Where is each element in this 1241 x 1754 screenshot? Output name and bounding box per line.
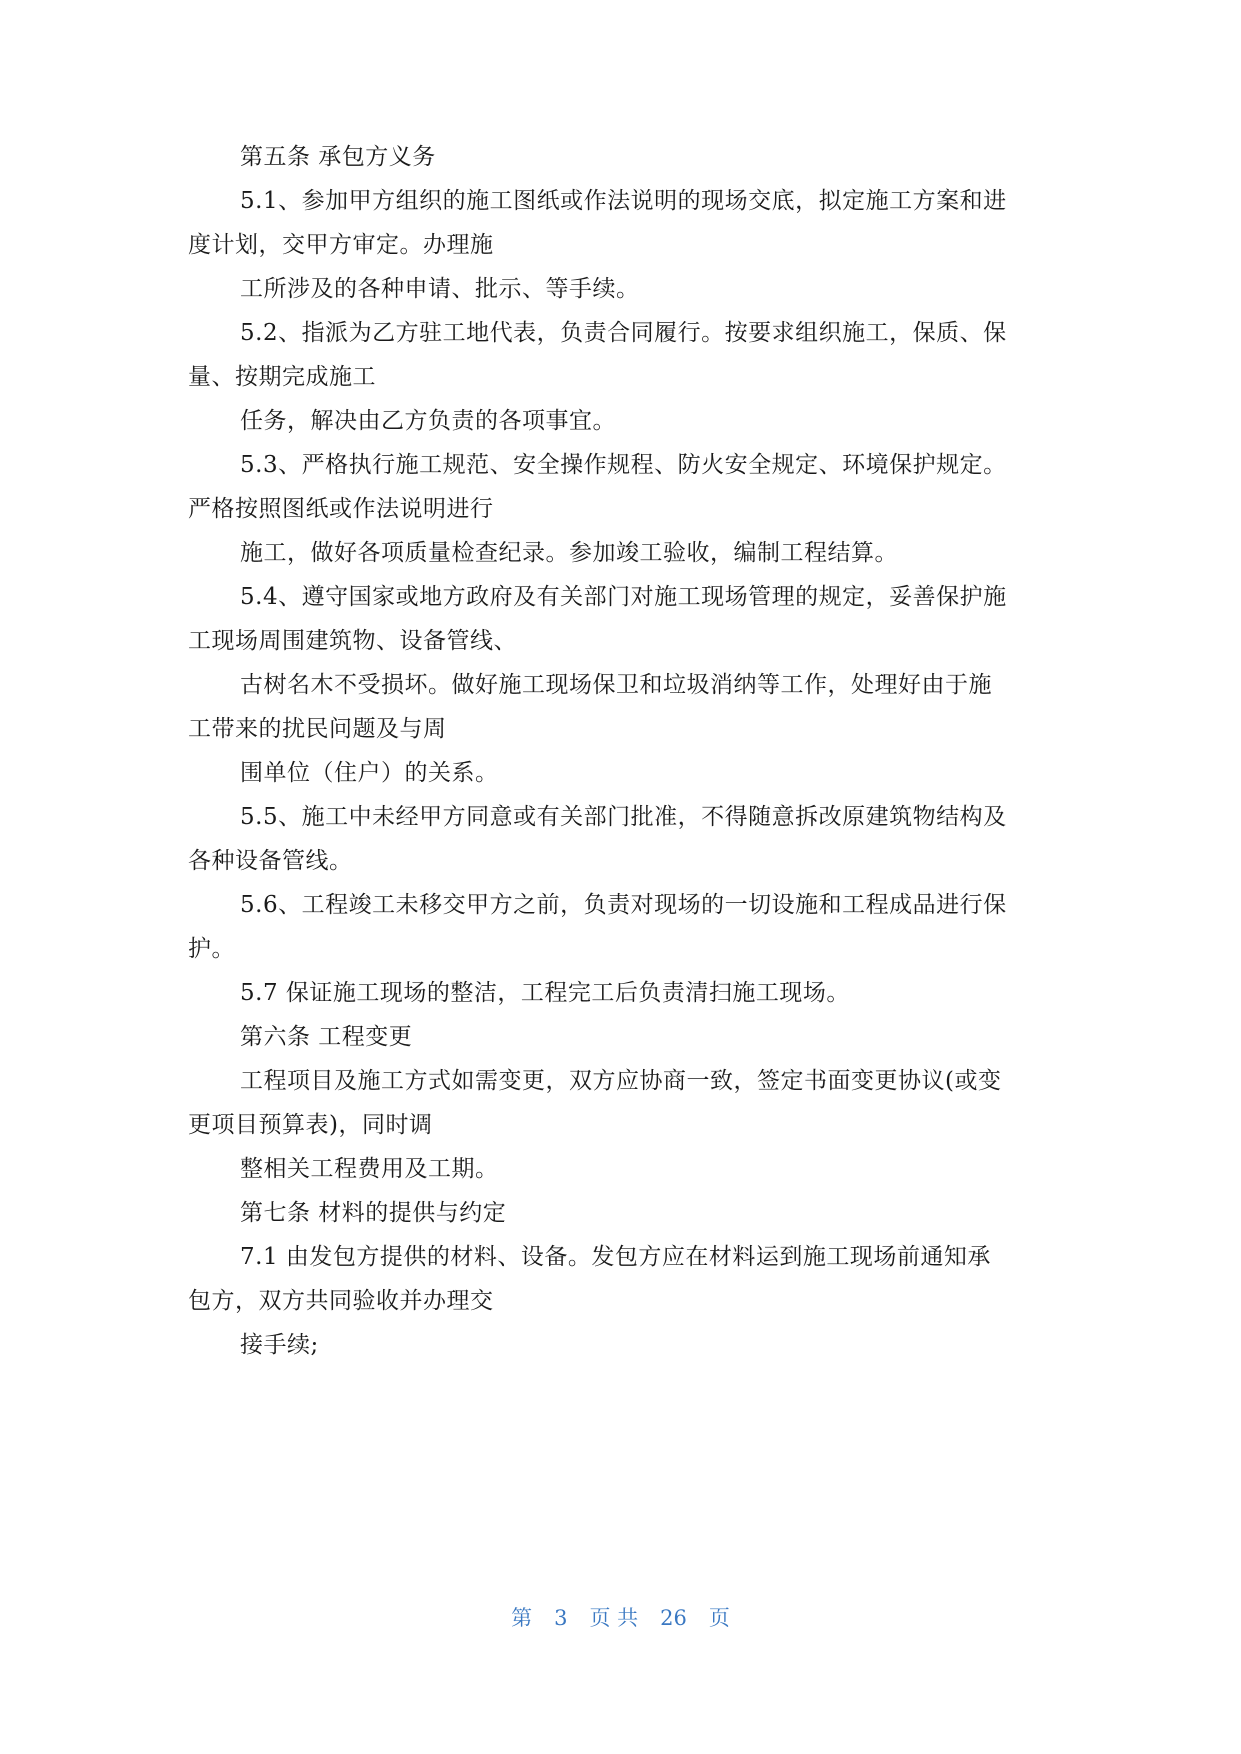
paragraph-line: 更项目预算表)，同时调	[188, 1112, 433, 1138]
paragraph-line: 5.3、严格执行施工规范、安全操作规程、防火安全规定、环境保护规定。	[240, 452, 1007, 478]
section-heading: 第七条 材料的提供与约定	[240, 1200, 507, 1226]
paragraph-line: 整相关工程费用及工期。	[240, 1156, 499, 1182]
current-page-number: 3	[554, 1606, 568, 1630]
paragraph-line: 5.1、参加甲方组织的施工图纸或作法说明的现场交底，拟定施工方案和进	[240, 188, 1007, 214]
section-heading: 第六条 工程变更	[240, 1024, 413, 1050]
paragraph-line: 工带来的扰民问题及与周	[188, 716, 447, 742]
footer-prefix: 第	[511, 1606, 533, 1630]
paragraph-line: 量、按期完成施工	[188, 364, 376, 390]
paragraph-line: 任务，解决由乙方负责的各项事宜。	[240, 408, 616, 434]
paragraph-line: 工现场周围建筑物、设备管线、	[188, 628, 517, 654]
paragraph-line: 5.2、指派为乙方驻工地代表，负责合同履行。按要求组织施工，保质、保	[240, 320, 1007, 346]
paragraph-line: 工所涉及的各种申请、批示、等手续。	[240, 276, 640, 302]
paragraph-line: 7.1 由发包方提供的材料、设备。发包方应在材料运到施工现场前通知承	[240, 1244, 991, 1270]
paragraph-line: 接手续;	[240, 1332, 319, 1358]
paragraph-line: 古树名木不受损坏。做好施工现场保卫和垃圾消纳等工作，处理好由于施	[240, 672, 992, 698]
paragraph-line: 5.6、工程竣工未移交甲方之前，负责对现场的一切设施和工程成品进行保	[240, 892, 1007, 918]
paragraph-line: 围单位（住户）的关系。	[240, 760, 499, 786]
paragraph-line: 工程项目及施工方式如需变更，双方应协商一致，签定书面变更协议(或变	[240, 1068, 1002, 1094]
paragraph-line: 度计划，交甲方审定。办理施	[188, 232, 494, 258]
total-pages-number: 26	[660, 1606, 687, 1630]
footer-middle: 页 共	[589, 1606, 639, 1630]
paragraph-line: 5.5、施工中未经甲方同意或有关部门批准，不得随意拆改原建筑物结构及	[240, 804, 1007, 830]
paragraph-line: 施工，做好各项质量检查纪录。参加竣工验收，编制工程结算。	[240, 540, 898, 566]
paragraph-line: 5.4、遵守国家或地方政府及有关部门对施工现场管理的规定，妥善保护施	[240, 584, 1007, 610]
paragraph-line: 严格按照图纸或作法说明进行	[188, 496, 494, 522]
paragraph-line: 包方，双方共同验收并办理交	[188, 1288, 494, 1314]
paragraph-line: 各种设备管线。	[188, 848, 353, 874]
paragraph-line: 5.7 保证施工现场的整洁，工程完工后负责清扫施工现场。	[240, 980, 850, 1006]
page-footer	[0, 1602, 1241, 1632]
section-heading: 第五条 承包方义务	[240, 144, 436, 170]
paragraph-line: 护。	[188, 936, 235, 962]
footer-suffix: 页	[708, 1606, 730, 1630]
